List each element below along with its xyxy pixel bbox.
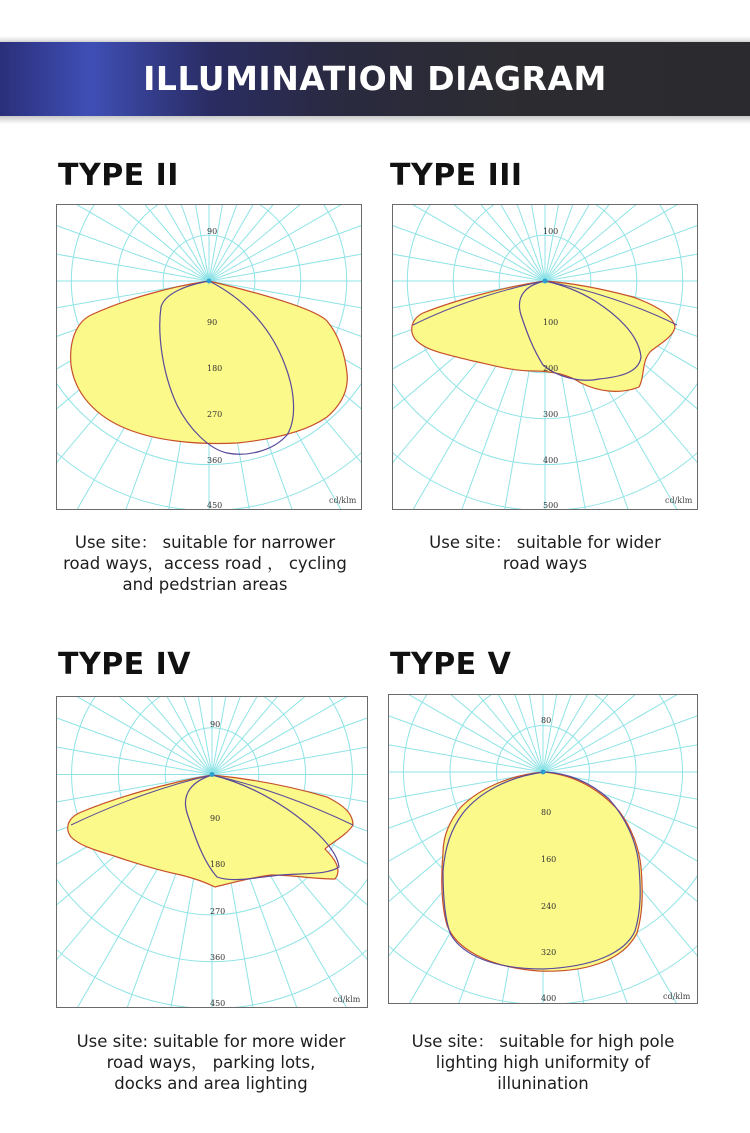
unit-label: cd/klm [333,995,361,1004]
description-line: road ways， parking lots, [106,1053,316,1072]
grid-radial-line [209,205,361,281]
grid-radial-line [389,695,543,772]
tick-label: 270 [207,410,223,419]
tick-label: 80 [541,808,552,817]
unit-label: cd/klm [663,992,691,1001]
tick-label: 270 [210,907,226,916]
type-ii-title: TYPE II [58,158,179,193]
tick-label: 90 [207,318,218,327]
grid-radial-line [393,205,545,281]
grid-radial-line [57,697,212,775]
tick-label: 450 [210,999,226,1007]
grid-radial-line [212,697,367,775]
tick-label: 360 [207,456,223,465]
tick-label: 400 [541,994,557,1003]
grid-radial-line [543,695,697,772]
grid-radial-line [545,205,697,281]
tick-label: 500 [543,501,559,509]
grid-radial-line [545,205,697,281]
description-line: road ways，access road ， cycling [63,554,347,573]
tick-label: 90 [210,720,221,729]
grid-radial-line [393,205,545,281]
grid-radial-line [57,697,212,775]
type-iv-diagram [56,696,368,1008]
grid-radial-line [57,697,212,775]
grid-radial-line [125,205,209,281]
description-line: Use site： suitable for wider [429,533,661,552]
description-line: illunination [497,1074,589,1093]
grid-radial-line [57,205,209,281]
tick-label: 400 [543,456,559,465]
tick-label: 320 [541,948,557,957]
grid-radial-line [209,205,361,281]
grid-radial-line [461,205,545,281]
grid-radial-line [57,697,212,775]
tick-label: 300 [543,410,559,419]
tick-label: 240 [541,902,557,911]
type-iv-description [46,1031,376,1094]
type-ii-diagram [56,204,362,510]
tick-label: 160 [541,855,557,864]
type-v-chart [389,695,697,1003]
type-iii-diagram [392,204,698,510]
grid-radial-line [209,205,361,281]
tick-label: 90 [210,814,221,823]
unit-label: cd/klm [329,496,357,505]
grid-radial-line [57,697,212,775]
grid-radial-line [389,695,543,772]
tick-label: 180 [207,364,223,373]
grid-radial-line [57,205,209,281]
type-iv-title: TYPE IV [58,647,191,682]
tick-label: 80 [541,716,552,725]
banner-bottom-edge [0,116,750,124]
grid-radial-line [543,695,629,772]
grid-radial-line [457,695,543,772]
grid-radial-line [543,695,697,772]
grid-radial-line [209,205,293,281]
grid-radial-line [126,697,212,775]
grid-radial-line [543,695,697,772]
grid-radial-line [212,697,367,775]
grid-radial-line [57,205,209,281]
grid-radial-line [209,205,361,281]
grid-radial-line [57,205,209,281]
tick-label: 200 [543,364,559,373]
center-point [543,279,548,284]
grid-radial-line [545,205,629,281]
type-iii-chart [393,205,697,509]
grid-radial-line [545,205,697,281]
page-title: ILLUMINATION DIAGRAM [143,59,607,98]
type-ii-description [40,532,370,595]
grid-radial-line [209,205,361,281]
grid-radial-line [393,205,545,281]
type-iii-title: TYPE III [390,158,523,193]
type-iii-description [380,532,710,574]
unit-label: cd/klm [665,496,693,505]
grid-radial-line [212,697,298,775]
grid-radial-line [545,205,697,281]
type-v-diagram [388,694,698,1004]
grid-radial-line [212,697,367,775]
grid-radial-line [389,695,543,772]
grid-radial-line [57,205,209,281]
type-v-description [378,1031,708,1094]
grid-radial-line [543,695,697,772]
grid-radial-line [389,695,543,772]
description-line: Use site： suitable for narrower [74,533,336,552]
description-line: and pedstrian areas [122,575,288,594]
grid-radial-line [57,205,209,281]
description-line: lighting high uniformity of [435,1053,651,1072]
type-v-title: TYPE V [390,647,512,682]
grid-radial-line [543,695,697,772]
tick-label: 90 [207,227,218,236]
grid-radial-line [209,205,361,281]
grid-radial-line [393,205,545,281]
description-line: Use site： suitable for high pole [411,1032,675,1051]
top-margin [0,0,750,36]
grid-radial-line [209,205,361,281]
tick-label: 450 [207,501,223,509]
grid-radial-line [57,205,209,281]
grid-radial-line [393,205,545,281]
lateral-curve [68,775,353,887]
lateral-curve [71,281,348,443]
description-line: docks and area lighting [114,1074,308,1093]
grid-radial-line [543,695,697,772]
tick-label: 100 [543,227,559,236]
grid-radial-line [545,205,697,281]
grid-radial-line [212,697,367,775]
grid-radial-line [389,695,543,772]
type-ii-chart [57,205,361,509]
center-point [210,772,215,777]
grid-radial-line [212,697,367,775]
grid-radial-line [545,205,697,281]
type-iv-chart [57,697,367,1007]
grid-radial-line [393,205,545,281]
grid-radial-line [57,697,212,775]
grid-radial-line [389,695,543,772]
center-point [541,770,546,775]
grid-radial-line [212,697,367,775]
description-line: road ways [502,554,588,573]
grid-radial-line [212,697,367,775]
description-line: Use site: suitable for more wider [76,1032,346,1051]
grid-radial-line [393,205,545,281]
center-point [207,279,212,284]
tick-label: 180 [210,860,226,869]
tick-label: 100 [543,318,559,327]
grid-radial-line [545,205,697,281]
grid-radial-line [543,695,697,772]
tick-label: 360 [210,953,226,962]
grid-radial-line [57,697,212,775]
grid-radial-line [389,695,543,772]
